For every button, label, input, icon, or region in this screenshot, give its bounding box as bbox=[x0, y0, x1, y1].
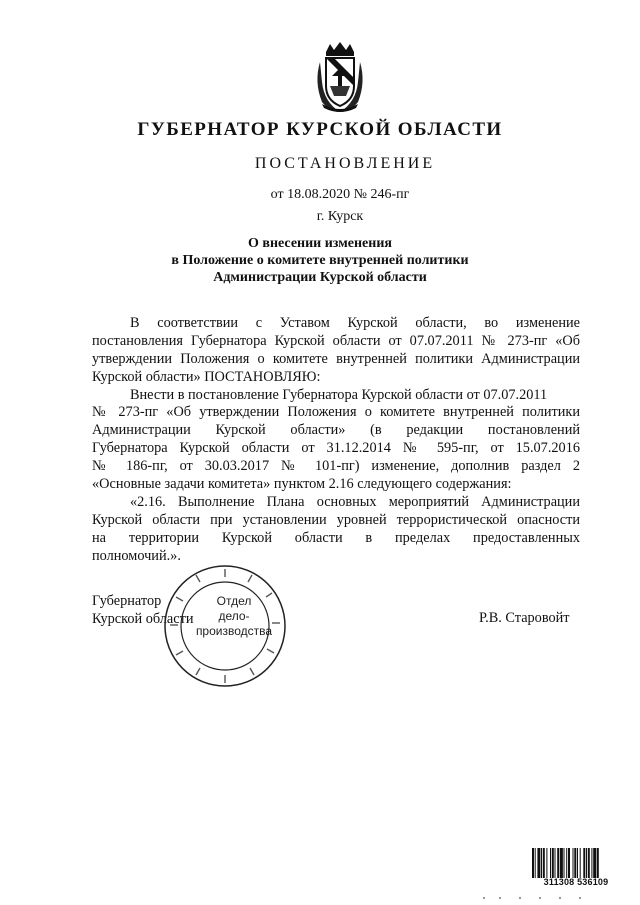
barcode-bar bbox=[591, 848, 592, 878]
barcode-bar bbox=[573, 848, 574, 878]
document-body bbox=[92, 315, 580, 565]
subject-line: Администрации Курской области bbox=[213, 270, 427, 285]
barcode-bar bbox=[557, 848, 559, 878]
barcode-bar bbox=[593, 848, 596, 878]
body-line: Курской области при установлении уровней террористической опасности bbox=[92, 511, 580, 528]
barcode-bar bbox=[543, 848, 545, 878]
body-line: утверждении Положения о комитете внутренней политики Администрации bbox=[92, 350, 580, 367]
barcode-bar bbox=[546, 848, 547, 878]
stamp-text bbox=[194, 594, 274, 639]
barcode-bar bbox=[550, 848, 551, 878]
document-subject bbox=[0, 235, 640, 286]
barcode-bar bbox=[566, 848, 567, 878]
date-number: от 18.08.2020 № 246-пг bbox=[270, 187, 410, 202]
scan-artifact bbox=[480, 896, 600, 900]
barcode-bar bbox=[580, 848, 581, 878]
body-line: на территории Курской области в пределах предоставленных bbox=[92, 529, 580, 546]
body-line: Администрации Курской области» (в редакции постановлений bbox=[92, 422, 580, 439]
city: г. Курск bbox=[316, 209, 364, 224]
barcode-bar bbox=[564, 848, 565, 878]
coat-of-arms-icon bbox=[312, 42, 368, 114]
body-line: Курской области» ПОСТАНОВЛЯЮ: bbox=[92, 368, 321, 385]
barcode-bar bbox=[588, 848, 590, 878]
body-line: Губернатора Курской области от 31.12.2014 № 595-пг, от 15.07.2016 bbox=[92, 440, 580, 457]
barcode-bar bbox=[586, 848, 587, 878]
body-line: В соответствии с Уставом Курской области, во изменение bbox=[130, 315, 580, 331]
body-line: полномочий.». bbox=[92, 547, 181, 564]
barcode-bar bbox=[574, 848, 576, 878]
signature-position-line: Курской области bbox=[92, 610, 194, 627]
document-type: ПОСТАНОВЛЕНИЕ bbox=[254, 155, 436, 172]
barcode-bar bbox=[577, 848, 578, 878]
barcode-bar bbox=[541, 848, 542, 878]
barcode-bar bbox=[537, 848, 540, 878]
body-line: № 273-пг «Об утверждении Положения о комитете внутренней политики bbox=[92, 404, 580, 421]
barcode-bar bbox=[552, 848, 554, 878]
barcode-number: 311308 536109 bbox=[543, 877, 609, 887]
barcode-bar bbox=[555, 848, 556, 878]
stamp-line: дело- bbox=[218, 609, 250, 623]
barcode bbox=[532, 848, 618, 878]
signature-position-line: Губернатор bbox=[92, 593, 162, 609]
barcode-bar bbox=[560, 848, 563, 878]
body-line: «2.16. Выполнение Плана основных мероприятий Администрации bbox=[130, 493, 580, 510]
barcode-bar bbox=[583, 848, 585, 878]
barcode-bar bbox=[535, 848, 536, 878]
body-line: Внести в постановление Губернатора Курской области от 07.07.2011 bbox=[130, 386, 548, 403]
body-line: № 186-пг, от 30.03.2017 № 101-пг) изменение, дополнив раздел 2 bbox=[92, 458, 580, 475]
body-line: постановления Губернатора Курской области от 07.07.2011 № 273-пг «Об bbox=[92, 332, 580, 349]
authority-title: ГУБЕРНАТОР КУРСКОЙ ОБЛАСТИ bbox=[137, 119, 503, 140]
signatory-name: Р.В. Старовойт bbox=[479, 610, 570, 626]
stamp-line: производства bbox=[195, 624, 273, 638]
barcode-bar bbox=[597, 848, 599, 878]
subject-line: в Положение о комитете внутренней политики bbox=[171, 253, 469, 268]
barcode-bar bbox=[568, 848, 570, 878]
barcode-bar bbox=[532, 848, 534, 878]
subject-line: О внесении изменения bbox=[248, 236, 392, 251]
stamp-line: Отдел bbox=[216, 594, 252, 608]
body-line: «Основные задачи комитета» пунктом 2.16 следующего содержания: bbox=[92, 476, 512, 493]
